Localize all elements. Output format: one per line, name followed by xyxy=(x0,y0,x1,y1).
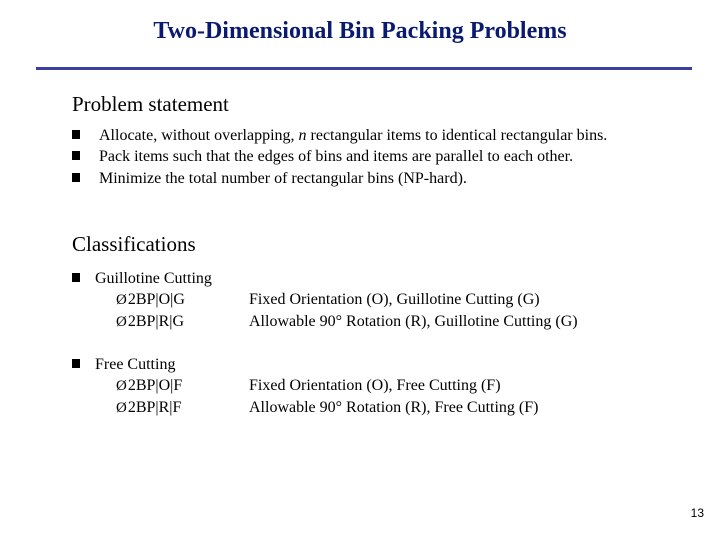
bullet-item xyxy=(72,125,607,146)
title-divider xyxy=(36,67,692,70)
bullet-text-pre: Allocate, without overlapping, xyxy=(99,127,299,144)
arrow-bullet-icon: Ø xyxy=(116,292,127,308)
classification-code: Ø2BP|O|F xyxy=(116,377,183,394)
problem-statement-heading: Problem statement xyxy=(72,92,229,116)
square-bullet-icon xyxy=(72,273,80,282)
bullet-text: Minimize the total number of rectangular bins (NP-hard). xyxy=(99,170,467,187)
bullet-text: Pack items such that the edges of bins and items are parallel to each other. xyxy=(99,148,574,165)
bullet-text-post: rectangular items to identical rectangular bins. xyxy=(306,127,608,144)
arrow-bullet-icon: Ø xyxy=(116,378,127,394)
bullet-text-em: n xyxy=(298,127,307,144)
square-bullet-icon xyxy=(72,130,80,139)
group-label: Guillotine Cutting xyxy=(95,270,212,287)
classification-desc: Fixed Orientation (O), Free Cutting (F) xyxy=(249,377,501,394)
arrow-bullet-icon: Ø xyxy=(116,400,127,416)
classification-desc: Allowable 90° Rotation (R), Free Cutting (F) xyxy=(249,399,539,416)
bullet-item xyxy=(72,168,467,189)
classification-desc: Fixed Orientation (O), Guillotine Cutting (G) xyxy=(249,291,540,308)
classification-code: Ø2BP|O|G xyxy=(116,291,185,308)
square-bullet-icon xyxy=(72,359,80,368)
arrow-bullet-icon: Ø xyxy=(116,314,127,330)
classifications-heading: Classifications xyxy=(72,232,196,256)
classification-group xyxy=(72,354,175,375)
bullet-item xyxy=(72,146,573,167)
square-bullet-icon xyxy=(72,151,80,160)
classification-code: Ø2BP|R|G xyxy=(116,313,185,330)
classification-group xyxy=(72,268,212,289)
classification-desc: Allowable 90° Rotation (R), Guillotine Cutting (G) xyxy=(249,313,578,330)
square-bullet-icon xyxy=(72,173,80,182)
page-number: 13 xyxy=(690,506,704,520)
group-label: Free Cutting xyxy=(95,356,176,373)
slide-title: Two-Dimensional Bin Packing Problems xyxy=(153,18,567,44)
classification-code: Ø2BP|R|F xyxy=(116,399,182,416)
